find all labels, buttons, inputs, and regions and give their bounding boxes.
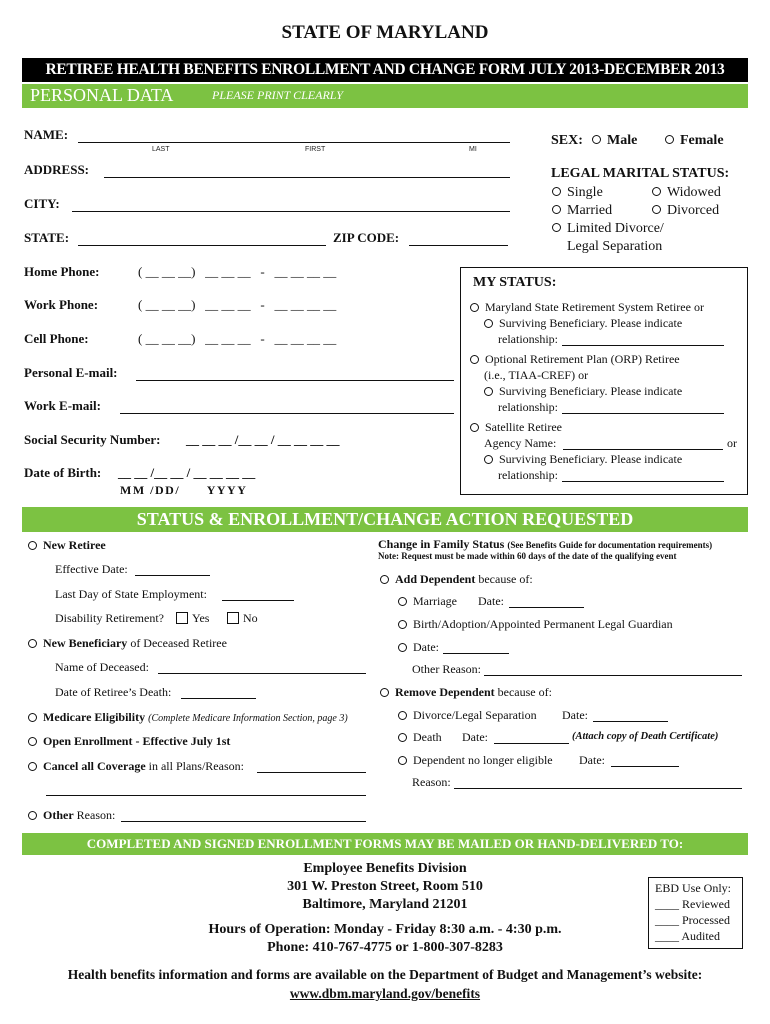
state-title: STATE OF MARYLAND (281, 22, 489, 43)
no-longer-eligible-option[interactable]: Dependent no longer eligible (398, 753, 553, 768)
personal-data-title: PERSONAL DATA (30, 85, 174, 105)
radio-icon (398, 620, 407, 629)
radio-icon (470, 423, 479, 432)
name-label: NAME: (24, 127, 69, 142)
name-field[interactable] (78, 142, 510, 143)
sex-label: SEX: (551, 133, 583, 148)
form-title-bar (22, 58, 748, 82)
marital-married-option[interactable]: Married (552, 203, 612, 219)
address-field[interactable] (104, 177, 510, 178)
radio-icon (484, 387, 493, 396)
ebd-reviewed: ____ Reviewed (655, 897, 730, 911)
ebd-audited: ____ Audited (655, 929, 720, 943)
hours-of-operation: Hours of Operation: Monday - Friday 8:30 a.m. - 4:30 p.m. (208, 922, 562, 937)
marital-limited-line2: Legal Separation (567, 239, 663, 254)
ebd-processed: ____ Processed (655, 913, 730, 927)
name-deceased-field[interactable] (158, 673, 366, 674)
family-reason-field[interactable] (454, 788, 742, 789)
no-longer-date-label: Date: (579, 753, 605, 767)
phone-numbers: Phone: 410-767-4775 or 1-800-307-8283 (267, 940, 503, 955)
ssn-label: Social Security Number: (24, 432, 161, 447)
name-sub-mi: MI (469, 146, 477, 153)
work-phone-label: Work Phone: (24, 297, 99, 312)
zip-label: ZIP CODE: (333, 230, 400, 245)
personal-email-field[interactable] (136, 380, 454, 381)
status-satellite-relationship-label: relationship: (498, 468, 558, 482)
add-dependent-option[interactable]: Add Dependent because of: (380, 572, 533, 587)
marriage-date-label: Date: (478, 594, 504, 608)
radio-icon (398, 756, 407, 765)
zip-field[interactable] (409, 245, 508, 246)
family-other-reason-field[interactable] (484, 675, 742, 676)
radio-icon (28, 811, 37, 820)
effective-date-label: Effective Date: (55, 562, 128, 576)
work-email-label: Work E-mail: (24, 398, 101, 413)
marital-label: LEGAL MARITAL STATUS: (551, 166, 730, 181)
status-satellite-or: or (727, 436, 737, 450)
other-reason-label: Other Reason: (412, 662, 481, 676)
state-label: STATE: (24, 230, 70, 245)
cancel-reason-field-2[interactable] (46, 795, 366, 796)
radio-icon (28, 639, 37, 648)
checkbox-icon (176, 612, 188, 624)
home-phone-label: Home Phone: (24, 264, 100, 279)
radio-icon (398, 643, 407, 652)
print-clearly-note: PLEASE PRINT CLEARLY (212, 88, 343, 102)
no-longer-date-field[interactable] (611, 766, 679, 767)
status-satellite-surviving-option[interactable]: Surviving Beneficiary. Please indicate (484, 452, 682, 467)
address-label: ADDRESS: (24, 162, 90, 177)
radio-icon (484, 455, 493, 464)
status-orp-surviving-option[interactable]: Surviving Beneficiary. Please indicate (484, 384, 682, 399)
city-field[interactable] (72, 211, 510, 212)
work-phone-field[interactable]: ( __ __ __) __ __ __ - __ __ __ __ (138, 297, 337, 312)
disability-label: Disability Retirement? (55, 611, 164, 625)
footer-url-link[interactable]: www.dbm.maryland.gov/benefits (289, 986, 481, 1001)
dob-format: MM /DD/ YYYY (120, 483, 248, 497)
medicare-option[interactable]: Medicare Eligibility (Complete Medicare Information Section, page 3) (28, 710, 348, 725)
marital-widowed-option[interactable]: Widowed (652, 185, 721, 201)
death-date-field[interactable] (494, 743, 569, 744)
status-satellite-option[interactable]: Satellite Retiree (470, 420, 562, 435)
form-title: RETIREE HEALTH BENEFITS ENROLLMENT AND CHANGE FORM JULY 2013-DECEMBER 2013 (45, 61, 725, 78)
new-beneficiary-option[interactable]: New Beneficiary of Deceased Retiree (28, 636, 227, 651)
cancel-reason-field[interactable] (257, 772, 366, 773)
my-status-title: MY STATUS: (473, 275, 557, 290)
death-option[interactable]: Death (398, 730, 442, 745)
dob-field[interactable]: __ __ /__ __ / __ __ __ __ (118, 465, 256, 480)
status-satellite-agency-label: Agency Name: (484, 436, 557, 450)
radio-icon (552, 187, 561, 196)
date-death-label: Date of Retiree’s Death: (55, 685, 172, 699)
radio-icon (470, 355, 479, 364)
death-date-label: Date: (462, 730, 488, 744)
city-label: CITY: (24, 196, 60, 211)
marital-limited-option[interactable]: Limited Divorce/ (552, 221, 664, 237)
status-msrs-surviving-option[interactable]: Surviving Beneficiary. Please indicate (484, 316, 682, 331)
personal-data-bar (22, 84, 748, 108)
radio-icon (28, 541, 37, 550)
division-city: Baltimore, Maryland 21201 (302, 897, 468, 912)
family-status-title: Change in Family Status (See Benefits Guide for documentation requirements) (378, 537, 713, 551)
marriage-option[interactable]: Marriage (398, 594, 457, 609)
disability-no-option[interactable]: No (221, 611, 258, 626)
status-orp-option[interactable]: Optional Retirement Plan (ORP) Retiree (470, 352, 680, 367)
home-phone-field[interactable]: ( __ __ __) __ __ __ - __ __ __ __ (138, 264, 337, 279)
radio-icon (380, 575, 389, 584)
death-certificate-note: (Attach copy of Death Certificate) (572, 731, 719, 742)
remove-dependent-option[interactable]: Remove Dependent because of: (380, 685, 552, 700)
radio-icon (470, 303, 479, 312)
radio-icon (652, 205, 661, 214)
other-reason-field[interactable] (121, 821, 366, 822)
other-option[interactable]: Other Reason: (28, 808, 115, 823)
radio-icon (380, 688, 389, 697)
mailing-banner (22, 833, 748, 855)
ssn-field[interactable]: __ __ __ /__ __ / __ __ __ __ (186, 432, 340, 447)
division-street: 301 W. Preston Street, Room 510 (287, 879, 483, 894)
state-field[interactable] (78, 245, 326, 246)
divorce-date-field[interactable] (593, 721, 668, 722)
checkbox-icon (227, 612, 239, 624)
status-satellite-agency-field[interactable] (563, 449, 723, 450)
name-sub-last: LAST (152, 146, 170, 153)
family-status-note: Note: Request must be made within 60 days of the date of the qualifying event (378, 551, 677, 561)
radio-icon (552, 205, 561, 214)
name-sub-first: FIRST (305, 146, 326, 153)
open-enrollment-option[interactable]: Open Enrollment - Effective July 1st (28, 734, 230, 749)
radio-icon (398, 733, 407, 742)
radio-icon (484, 319, 493, 328)
dob-label: Date of Birth: (24, 465, 102, 480)
radio-icon (552, 223, 561, 232)
mailing-banner-text: COMPLETED AND SIGNED ENROLLMENT FORMS MAY BE MAILED OR HAND-DELIVERED TO: (86, 836, 684, 851)
marriage-date-field[interactable] (509, 607, 584, 608)
disability-yes-option[interactable]: Yes (170, 611, 209, 626)
radio-icon (28, 762, 37, 771)
reason-label: Reason: (412, 775, 451, 789)
radio-icon (398, 711, 407, 720)
date-death-field[interactable] (181, 698, 256, 699)
division-name: Employee Benefits Division (303, 861, 467, 876)
ebd-title: EBD Use Only: (655, 881, 731, 895)
effective-date-field[interactable] (135, 575, 210, 576)
work-email-field[interactable] (120, 413, 454, 414)
marital-divorced-option[interactable]: Divorced (652, 203, 719, 219)
status-msrs-relationship-field[interactable] (562, 345, 724, 346)
cell-phone-field[interactable]: ( __ __ __) __ __ __ - __ __ __ __ (138, 331, 337, 346)
sex-male-option[interactable]: Male (592, 133, 637, 149)
status-orp-relationship-label: relationship: (498, 400, 558, 414)
new-retiree-option[interactable]: New Retiree (28, 538, 106, 553)
status-orp-line2: (i.e., TIAA-CREF) or (484, 368, 589, 382)
radio-icon (592, 135, 601, 144)
status-satellite-relationship-field[interactable] (562, 481, 724, 482)
divorce-option[interactable]: Divorce/Legal Separation (398, 708, 537, 723)
personal-email-label: Personal E-mail: (24, 365, 118, 380)
marital-single-option[interactable]: Single (552, 185, 603, 201)
status-section-bar (22, 507, 748, 532)
sex-female-option[interactable]: Female (665, 133, 724, 149)
radio-icon (28, 737, 37, 746)
name-deceased-label: Name of Deceased: (55, 660, 149, 674)
cancel-coverage-option[interactable]: Cancel all Coverage in all Plans/Reason: (28, 759, 244, 774)
status-section-title: STATUS & ENROLLMENT/CHANGE ACTION REQUESTED (136, 509, 634, 529)
status-msrs-relationship-label: relationship: (498, 332, 558, 346)
last-day-field[interactable] (222, 600, 294, 601)
birth-date-option[interactable]: Date: (398, 640, 439, 655)
divorce-date-label: Date: (562, 708, 588, 722)
status-orp-relationship-field[interactable] (562, 413, 724, 414)
birth-date-field[interactable] (443, 653, 509, 654)
last-day-label: Last Day of State Employment: (55, 587, 207, 601)
radio-icon (398, 597, 407, 606)
radio-icon (652, 187, 661, 196)
birth-adoption-option[interactable]: Birth/Adoption/Appointed Permanent Legal Guardian (398, 617, 673, 632)
cell-phone-label: Cell Phone: (24, 331, 89, 346)
footer-info: Health benefits information and forms are available on the Department of Budget and Management’s website: (67, 967, 703, 982)
radio-icon (28, 713, 37, 722)
radio-icon (665, 135, 674, 144)
status-msrs-option[interactable]: Maryland State Retirement System Retiree or (470, 300, 704, 315)
